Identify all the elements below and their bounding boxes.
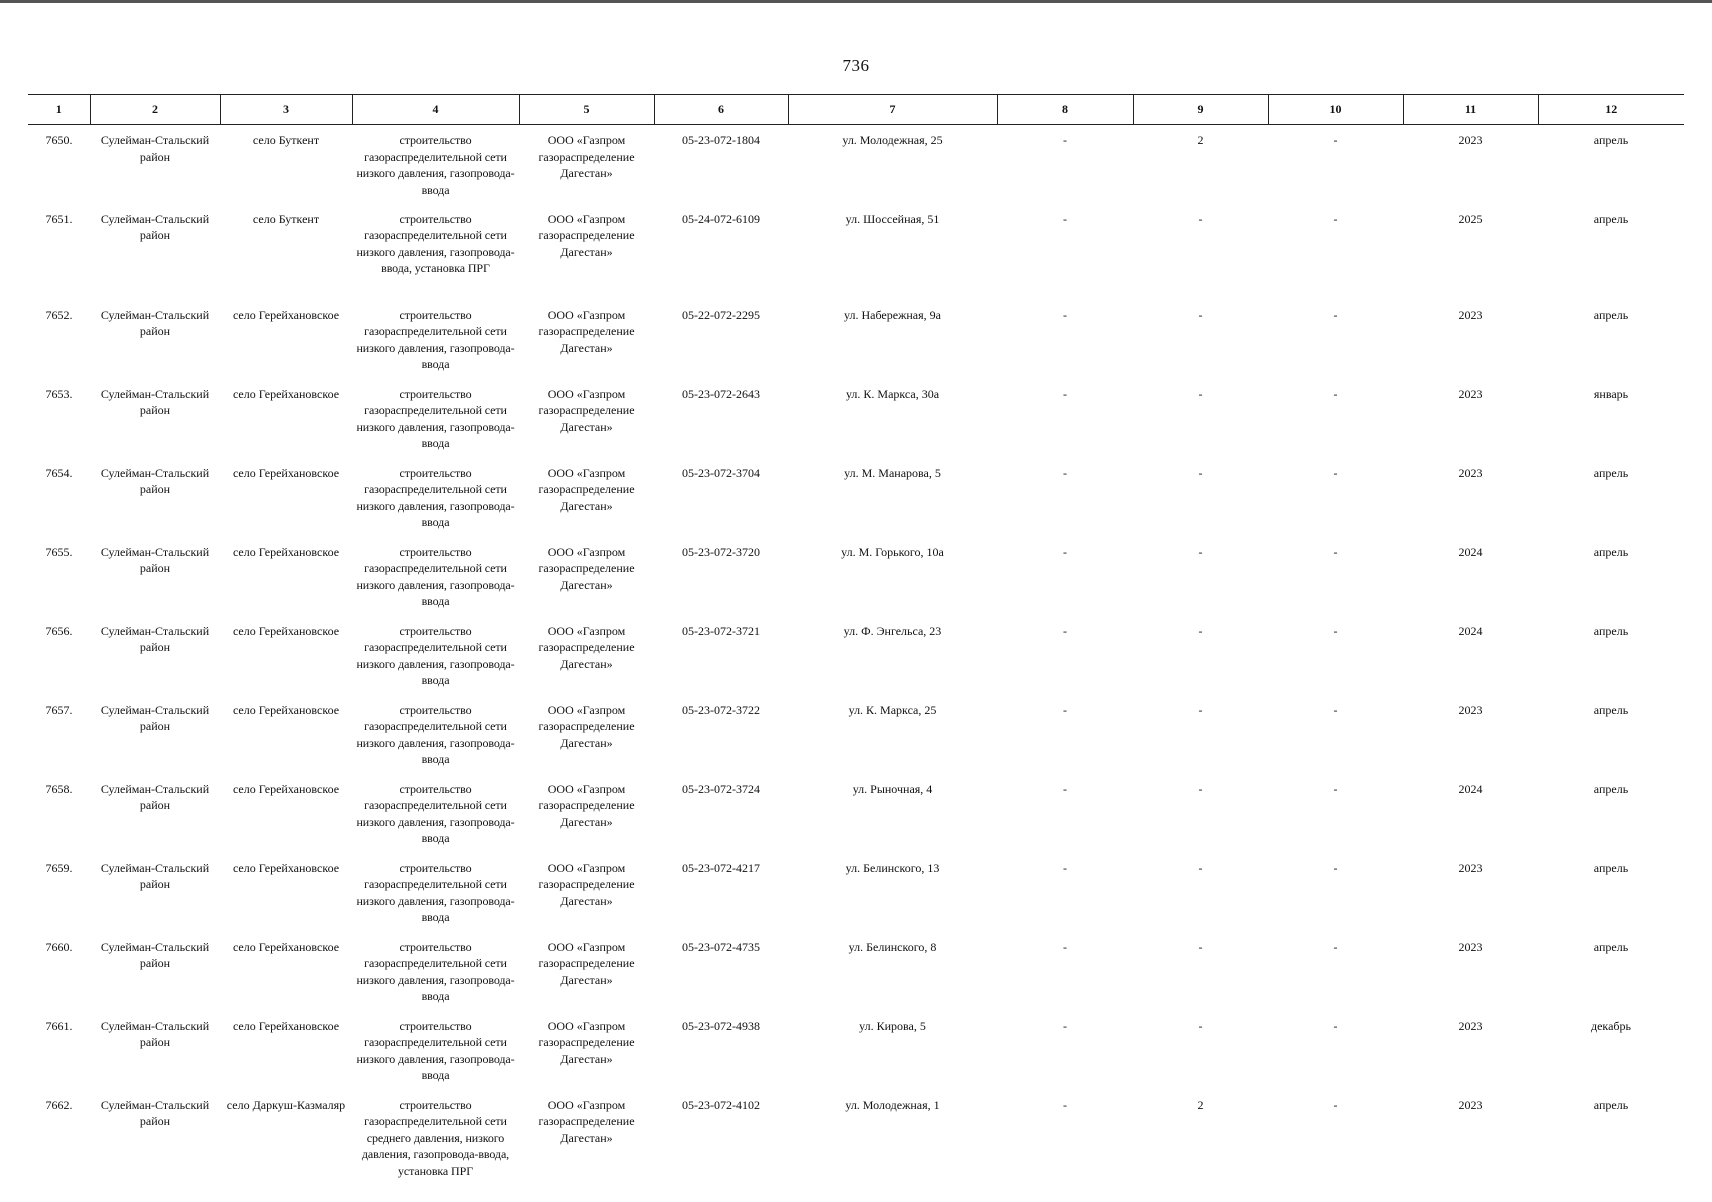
table-row [28, 204, 1684, 300]
row-number: 7662. [45, 1097, 73, 1112]
col8-cell: - [1063, 133, 1067, 147]
address-cell: ул. М. Манарова, 5 [844, 465, 941, 480]
work-description-cell: строительство газораспределительной сети низкого давления, газопровода-ввода [356, 465, 515, 529]
month-cell: апрель [1593, 939, 1629, 954]
column-header: 4 [352, 95, 519, 125]
code-cell: 05-23-072-4217 [682, 860, 760, 875]
col10-cell: - [1333, 939, 1338, 954]
col8-cell: - [1063, 1018, 1067, 1033]
col8-cell: - [1063, 386, 1067, 401]
district-cell: Сулейман-Стальский район [100, 1018, 210, 1049]
top-border [0, 0, 1712, 3]
page-number: 736 [842, 56, 870, 75]
row-number: 7660. [45, 939, 73, 954]
table-row [28, 695, 1684, 774]
col10-cell: - [1333, 307, 1338, 322]
district-cell: Сулейман-Стальский район [100, 465, 210, 496]
table-row [28, 537, 1684, 616]
district-cell: Сулейман-Стальский район [100, 544, 210, 575]
district-cell: Сулейман-Стальский район [100, 133, 210, 164]
code-cell: 05-23-072-1804 [682, 133, 760, 147]
month-cell: апрель [1593, 465, 1629, 480]
table-row [28, 616, 1684, 695]
year-cell: 2023 [1458, 939, 1483, 954]
settlement-cell: село Даркуш-Казмаляр [226, 1097, 346, 1112]
col10-cell: - [1333, 781, 1338, 796]
year-cell: 2023 [1458, 860, 1483, 875]
table-row [28, 774, 1684, 853]
year-cell: 2024 [1458, 544, 1483, 559]
settlement-cell: село Герейхановское [232, 465, 340, 480]
address-cell: ул. К. Маркса, 30а [845, 386, 940, 401]
col8-cell: - [1063, 1097, 1067, 1112]
year-cell: 2024 [1458, 623, 1483, 638]
code-cell: 05-23-072-3721 [682, 623, 760, 638]
month-cell: январь [1593, 386, 1629, 401]
year-cell: 2023 [1458, 133, 1483, 147]
row-number: 7656. [45, 623, 73, 638]
settlement-cell: село Буткент [252, 133, 320, 147]
column-header: 3 [220, 95, 352, 125]
col8-cell: - [1063, 307, 1067, 322]
organization-cell: ООО «Газпром газораспределение Дагестан» [538, 623, 635, 671]
settlement-cell: село Герейхановское [232, 386, 340, 401]
column-header: 10 [1268, 95, 1403, 125]
year-cell: 2023 [1458, 1097, 1483, 1112]
col9-cell: - [1198, 544, 1203, 559]
col10-cell: - [1333, 544, 1338, 559]
work-description-cell: строительство газораспределительной сети низкого давления, газопровода-ввода, установка ПРГ [356, 211, 515, 275]
organization-cell: ООО «Газпром газораспределение Дагестан» [538, 781, 635, 829]
code-cell: 05-23-072-4102 [682, 1097, 760, 1112]
code-cell: 05-23-072-3704 [682, 465, 760, 480]
col9-cell: - [1198, 211, 1203, 226]
work-description-cell: строительство газораспределительной сети низкого давления, газопровода-ввода [356, 623, 515, 687]
month-cell: апрель [1593, 133, 1629, 147]
row-number: 7658. [45, 781, 73, 796]
work-description-cell: строительство газораспределительной сети низкого давления, газопровода-ввода [356, 133, 515, 197]
table-row [28, 125, 1684, 204]
organization-cell: ООО «Газпром газораспределение Дагестан» [538, 860, 635, 908]
code-cell: 05-23-072-2643 [682, 386, 760, 401]
month-cell: апрель [1593, 623, 1629, 638]
month-cell: апрель [1593, 211, 1629, 226]
row-number: 7657. [45, 702, 73, 717]
district-cell: Сулейман-Стальский район [100, 781, 210, 812]
address-cell: ул. Молодежная, 25 [842, 133, 943, 147]
month-cell: апрель [1593, 702, 1629, 717]
month-cell: апрель [1593, 860, 1629, 875]
organization-cell: ООО «Газпром газораспределение Дагестан» [538, 702, 635, 750]
col8-cell: - [1063, 623, 1067, 638]
col9-cell: - [1198, 465, 1203, 480]
col8-cell: - [1063, 781, 1067, 796]
work-description-cell: строительство газораспределительной сети низкого давления, газопровода-ввода [356, 307, 515, 371]
address-cell: ул. Белинского, 8 [848, 939, 937, 954]
work-description-cell: строительство газораспределительной сети низкого давления, газопровода-ввода [356, 939, 515, 1003]
column-header: 8 [997, 95, 1133, 125]
col10-cell: - [1333, 1097, 1338, 1112]
row-number: 7652. [45, 307, 73, 322]
organization-cell: ООО «Газпром газораспределение Дагестан» [538, 544, 635, 592]
work-description-cell: строительство газораспределительной сети низкого давления, газопровода-ввода [356, 781, 515, 845]
settlement-cell: село Буткент [252, 211, 320, 226]
organization-cell: ООО «Газпром газораспределение Дагестан» [538, 1018, 635, 1066]
address-cell: ул. Молодежная, 1 [845, 1097, 940, 1112]
col8-cell: - [1063, 211, 1067, 226]
code-cell: 05-24-072-6109 [682, 211, 760, 226]
district-cell: Сулейман-Стальский район [100, 939, 210, 970]
column-header: 12 [1538, 95, 1684, 125]
col9-cell: - [1198, 623, 1203, 638]
row-number: 7650. [45, 133, 73, 147]
col9-cell: - [1198, 702, 1203, 717]
column-number-row [28, 95, 1684, 125]
col8-cell: - [1063, 939, 1067, 954]
settlement-cell: село Герейхановское [232, 939, 340, 954]
settlement-cell: село Герейхановское [232, 860, 340, 875]
col10-cell: - [1333, 860, 1338, 875]
row-number: 7654. [45, 465, 73, 480]
district-cell: Сулейман-Стальский район [100, 386, 210, 417]
district-cell: Сулейман-Стальский район [100, 623, 210, 654]
work-description-cell: строительство газораспределительной сети низкого давления, газопровода-ввода [356, 544, 515, 608]
code-cell: 05-23-072-3724 [682, 781, 760, 796]
district-cell: Сулейман-Стальский район [100, 1097, 210, 1128]
year-cell: 2025 [1458, 211, 1483, 226]
organization-cell: ООО «Газпром газораспределение Дагестан» [538, 1097, 635, 1145]
address-cell: ул. Ф. Энгельса, 23 [843, 623, 942, 638]
address-cell: ул. Набережная, 9а [844, 307, 941, 322]
settlement-cell: село Герейхановское [232, 307, 340, 322]
code-cell: 05-22-072-2295 [682, 307, 760, 322]
col10-cell: - [1333, 702, 1338, 717]
col8-cell: - [1063, 702, 1067, 717]
col10-cell: - [1333, 211, 1338, 226]
month-cell: апрель [1593, 544, 1629, 559]
year-cell: 2023 [1458, 386, 1483, 401]
row-number: 7659. [45, 860, 73, 875]
col10-cell: - [1333, 386, 1338, 401]
district-cell: Сулейман-Стальский район [100, 307, 210, 338]
district-cell: Сулейман-Стальский район [100, 860, 210, 891]
row-number: 7651. [45, 211, 73, 226]
column-header: 9 [1133, 95, 1268, 125]
organization-cell: ООО «Газпром газораспределение Дагестан» [538, 939, 635, 987]
code-cell: 05-23-072-3722 [682, 702, 760, 717]
month-cell: апрель [1593, 781, 1629, 796]
col10-cell: - [1333, 465, 1338, 480]
settlement-cell: село Герейхановское [232, 1018, 340, 1033]
col9-cell: - [1198, 939, 1203, 954]
col9-cell: 2 [1197, 1097, 1204, 1112]
code-cell: 05-23-072-3720 [682, 544, 760, 559]
organization-cell: ООО «Газпром газораспределение Дагестан» [538, 307, 635, 355]
address-cell: ул. К. Маркса, 25 [848, 702, 937, 717]
work-description-cell: строительство газораспределительной сети низкого давления, газопровода-ввода [356, 386, 515, 450]
district-cell: Сулейман-Стальский район [100, 211, 210, 242]
code-cell: 05-23-072-4938 [682, 1018, 760, 1033]
registry-table [28, 94, 1684, 1202]
address-cell: ул. М. Горького, 10а [841, 544, 944, 559]
column-header: 2 [90, 95, 220, 125]
table-row [28, 379, 1684, 458]
work-description-cell: строительство газораспределительной сети низкого давления, газопровода-ввода [356, 702, 515, 766]
col8-cell: - [1063, 860, 1067, 875]
col9-cell: - [1198, 860, 1203, 875]
settlement-cell: село Герейхановское [232, 702, 340, 717]
settlement-cell: село Герейхановское [232, 544, 340, 559]
col9-cell: - [1198, 386, 1203, 401]
row-number: 7661. [45, 1018, 73, 1033]
settlement-cell: село Герейхановское [232, 781, 340, 796]
col8-cell: - [1063, 544, 1067, 559]
code-cell: 05-23-072-4735 [682, 939, 760, 954]
col9-cell: - [1198, 307, 1203, 322]
work-description-cell: строительство газораспределительной сети среднего давления, низкого давления, газопровода-ввода, установка ПРГ [361, 1097, 510, 1178]
col9-cell: - [1198, 1018, 1203, 1033]
month-cell: апрель [1593, 1097, 1629, 1112]
organization-cell: ООО «Газпром газораспределение Дагестан» [538, 211, 635, 259]
col10-cell: - [1333, 623, 1338, 638]
work-description-cell: строительство газораспределительной сети низкого давления, газопровода-ввода [356, 1018, 515, 1082]
year-cell: 2024 [1458, 781, 1483, 796]
address-cell: ул. Кирова, 5 [859, 1018, 926, 1033]
year-cell: 2023 [1458, 307, 1483, 322]
table-row [28, 1090, 1684, 1202]
table-row [28, 458, 1684, 537]
table-row [28, 1011, 1684, 1090]
month-cell: декабрь [1591, 1018, 1631, 1033]
col9-cell: - [1198, 781, 1203, 796]
column-header: 11 [1403, 95, 1538, 125]
column-header: 5 [519, 95, 654, 125]
organization-cell: ООО «Газпром газораспределение Дагестан» [538, 465, 635, 513]
address-cell: ул. Шоссейная, 51 [845, 211, 940, 226]
work-description-cell: строительство газораспределительной сети низкого давления, газопровода-ввода [356, 860, 515, 924]
year-cell: 2023 [1458, 702, 1483, 717]
month-cell: апрель [1593, 307, 1629, 322]
address-cell: ул. Рыночная, 4 [852, 781, 933, 796]
row-number: 7653. [45, 386, 73, 401]
year-cell: 2023 [1458, 1018, 1483, 1033]
col9-cell: 2 [1197, 133, 1204, 147]
column-header: 7 [788, 95, 997, 125]
column-header: 1 [28, 95, 90, 125]
district-cell: Сулейман-Стальский район [100, 702, 210, 733]
settlement-cell: село Герейхановское [232, 623, 340, 638]
table-row [28, 932, 1684, 1011]
table-row [28, 853, 1684, 932]
address-cell: ул. Белинского, 13 [845, 860, 940, 875]
year-cell: 2023 [1458, 465, 1483, 480]
column-header: 6 [654, 95, 788, 125]
col8-cell: - [1063, 465, 1067, 480]
col10-cell: - [1333, 1018, 1338, 1033]
row-number: 7655. [45, 544, 73, 559]
col10-cell: - [1333, 133, 1338, 147]
table-row [28, 300, 1684, 379]
organization-cell: ООО «Газпром газораспределение Дагестан» [538, 133, 635, 180]
organization-cell: ООО «Газпром газораспределение Дагестан» [538, 386, 635, 434]
